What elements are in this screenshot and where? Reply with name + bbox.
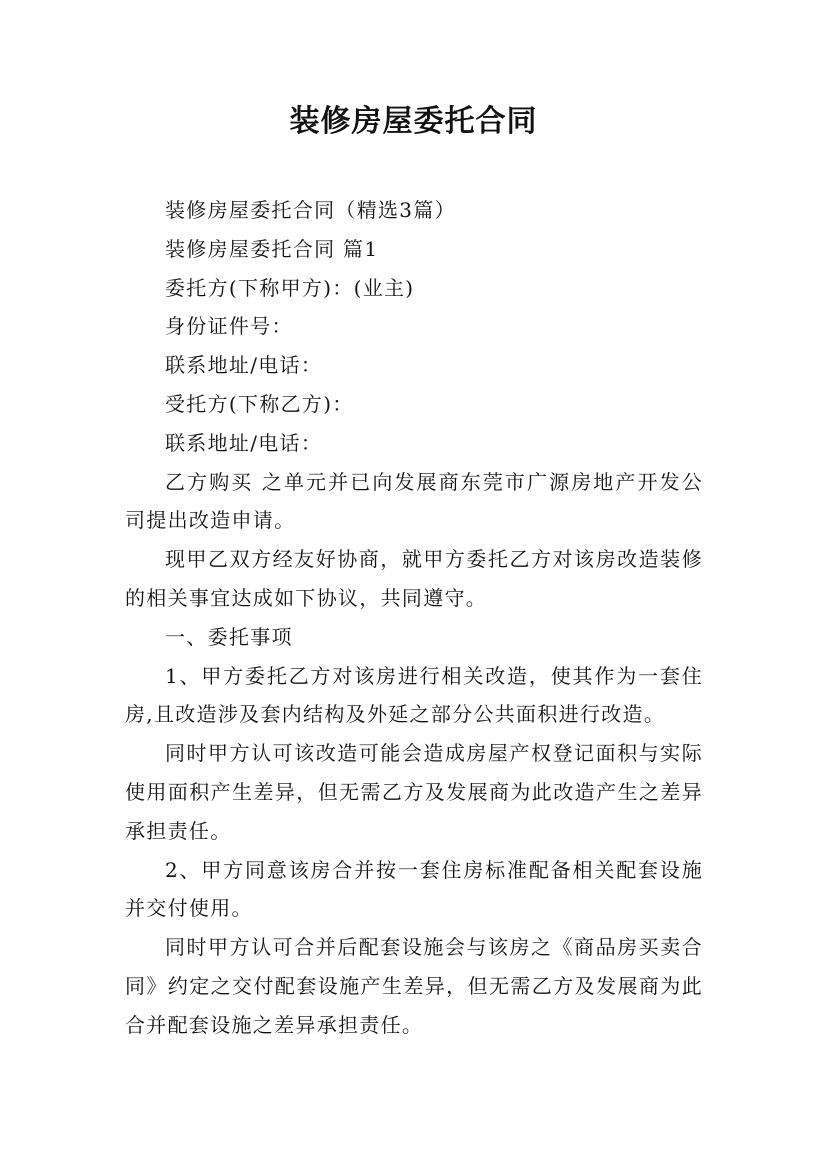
paragraph-purchase: 乙方购买 之单元并已向发展商东莞市广源房地产开发公司提出改造申请。 bbox=[125, 469, 703, 533]
document-body bbox=[125, 191, 703, 1045]
paragraph-party-b-contact: 联系地址/电话： bbox=[165, 430, 323, 455]
paragraph-id-number: 身份证件号： bbox=[165, 314, 293, 339]
paragraph-article-heading: 装修房屋委托合同 篇1 bbox=[165, 236, 379, 261]
paragraph-party-a-contact: 联系地址/电话： bbox=[165, 353, 323, 378]
section-heading-entrusted-matters: 一、委托事项 bbox=[165, 624, 293, 649]
paragraph-party-a: 委托方(下称甲方)：(业主) bbox=[165, 275, 415, 300]
paragraph-subtitle: 装修房屋委托合同（精选3篇） bbox=[165, 198, 456, 222]
clause-1-note: 同时甲方认可该改造可能会造成房屋产权登记面积与实际使用面积产生差异，但无需乙方及发展商为此改造产生之差异承担责任。 bbox=[125, 741, 703, 843]
document-title: 装修房屋委托合同 bbox=[289, 104, 538, 139]
paragraph-party-b: 受托方(下称乙方)： bbox=[165, 391, 354, 416]
clause-2-note: 同时甲方认可合并后配套设施会与该房之《商品房买卖合同》约定之交付配套设施产生差异，但无需乙方及发展商为此合并配套设施之差异承担责任。 bbox=[125, 935, 703, 1037]
clause-2: 2、甲方同意该房合并按一套住房标准配备相关配套设施并交付使用。 bbox=[125, 857, 703, 921]
clause-1: 1、甲方委托乙方对该房进行相关改造，使其作为一套住房,且改造涉及套内结构及外延之部分公共面积进行改造。 bbox=[125, 663, 703, 727]
paragraph-agreement: 现甲乙双方经友好协商，就甲方委托乙方对该房改造装修的相关事宜达成如下协议，共同遵守。 bbox=[125, 547, 703, 610]
